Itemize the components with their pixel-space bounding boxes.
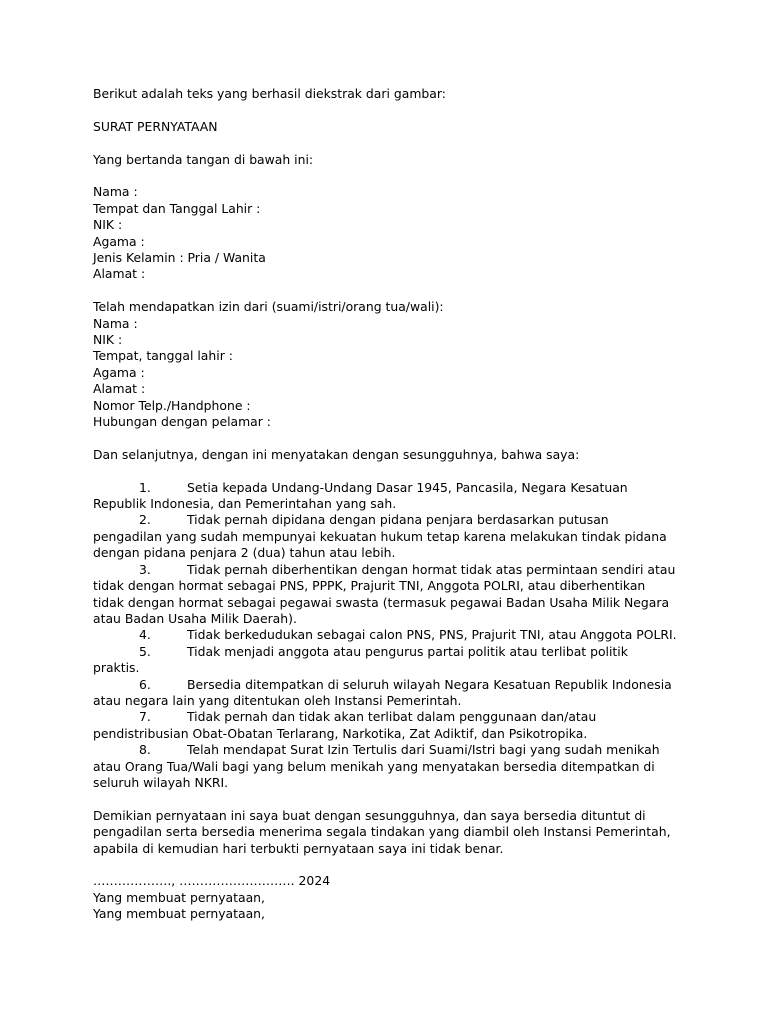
statement-item	[93, 709, 677, 742]
statement-text: Setia kepada Undang-Undang Dasar 1945, Pancasila, Negara Kesatuan Republik Indonesia, dan Pemerintahan yang sah.	[93, 479, 628, 512]
signature-label: Yang membuat pernyataan,	[93, 889, 265, 905]
permission-field-nik: NIK :	[93, 332, 123, 348]
spacer	[93, 430, 677, 446]
statement-number: 6.	[139, 676, 151, 692]
statement-item	[93, 562, 677, 628]
statement-text: Tidak pernah diberhentikan dengan hormat tidak atas permintaan sendiri atau tidak dengan hormat sebagai PNS, PPPK, Prajurit TNI, Anggota POLRI, atau diberhentikan tidak dengan hormat sebagai pegawai swasta (termasuk pegawai Badan Usaha Milik Negara atau Badan Usaha Milik Daerah).	[93, 561, 676, 626]
statement-number: 8.	[139, 742, 151, 758]
permission-field-nama: Nama :	[93, 315, 138, 331]
permission-heading: Telah mendapatkan izin dari (suami/istri/orang tua/wali):	[93, 299, 444, 315]
document-page	[93, 86, 677, 923]
declaration-intro: Dan selanjutnya, dengan ini menyatakan dengan sesungguhnya, bahwa saya:	[93, 446, 580, 462]
field-nik: NIK :	[93, 217, 123, 233]
spacer	[93, 791, 677, 807]
field-alamat: Alamat :	[93, 266, 146, 282]
intro-text: Berikut adalah teks yang berhasil diekstrak dari gambar:	[93, 86, 446, 101]
signature-label: Yang membuat pernyataan,	[93, 906, 265, 922]
spacer	[93, 168, 677, 184]
permission-field-hubungan: Hubungan dengan pelamar :	[93, 414, 271, 430]
field-agama: Agama :	[93, 233, 145, 249]
spacer	[93, 283, 677, 299]
statement-list	[93, 480, 677, 792]
permission-field-tempat-tanggal-lahir: Tempat, tanggal lahir :	[93, 348, 233, 364]
statement-item	[93, 512, 677, 561]
document-title: SURAT PERNYATAAN	[93, 118, 218, 134]
statement-text: Tidak pernah dan tidak akan terlibat dalam penggunaan dan/atau pendistribusian Obat-Obatan Terlarang, Narkotika, Zat Adiktif, dan Psikotropika.	[93, 709, 597, 741]
statement-number: 5.	[139, 643, 151, 659]
field-nama: Nama :	[93, 184, 138, 200]
statement-item	[93, 644, 677, 677]
statement-text: Telah mendapat Surat Izin Tertulis dari Suami/Istri bagi yang sudah menikah atau Orang Tua/Wali bagi yang belum menikah yang menyatakan bersedia ditempatkan di seluruh wilayah NKRI.	[93, 742, 660, 790]
permission-field-agama: Agama :	[93, 364, 145, 380]
applicant-fields	[93, 184, 677, 282]
statement-number: 2.	[139, 512, 151, 528]
statement-number: 4.	[139, 627, 151, 643]
statement-text: Tidak pernah dipidana dengan pidana penjara berdasarkan putusan pengadilan yang sudah mempunyai kekuatan hukum tetap karena melakukan tindak pidana dengan pidana penjara 2 (dua) tahun atau lebih.	[93, 512, 667, 561]
permission-field-alamat: Alamat :	[93, 381, 146, 397]
field-jenis-kelamin: Jenis Kelamin : Pria / Wanita	[93, 250, 266, 266]
statement-item	[93, 627, 677, 643]
statement-item	[93, 480, 677, 513]
permission-fields	[93, 316, 677, 431]
statement-text: Tidak berkedudukan sebagai calon PNS, PNS, Prajurit TNI, atau Anggota POLRI.	[187, 627, 677, 643]
opening-text: Yang bertanda tangan di bawah ini:	[93, 151, 314, 167]
statement-text: Tidak menjadi anggota atau pengurus partai politik atau terlibat politik praktis.	[93, 643, 628, 676]
place-date-line: ………………., ………………………. 2024	[93, 873, 331, 889]
statement-number: 7.	[139, 709, 151, 725]
spacer	[93, 135, 677, 151]
statement-number: 1.	[139, 479, 151, 495]
closing-paragraph: Demikian pernyataan ini saya buat dengan sesungguhnya, dan saya bersedia dituntut di pengadilan serta bersedia menerima segala tindakan yang diambil oleh Instansi Pemerintah, apabila di kemudian hari terbukti pernyataan saya ini tidak benar.	[93, 807, 671, 856]
spacer	[93, 463, 677, 479]
statement-number: 3.	[139, 561, 151, 577]
field-tempat-tanggal-lahir: Tempat dan Tanggal Lahir :	[93, 200, 261, 216]
statement-item	[93, 742, 677, 791]
spacer	[93, 102, 677, 118]
spacer	[93, 857, 677, 873]
permission-field-telepon: Nomor Telp./Handphone :	[93, 397, 251, 413]
statement-text: Bersedia ditempatkan di seluruh wilayah Negara Kesatuan Republik Indonesia atau negara lain yang ditentukan oleh Instansi Pemerintah.	[93, 676, 672, 708]
statement-item	[93, 677, 677, 710]
